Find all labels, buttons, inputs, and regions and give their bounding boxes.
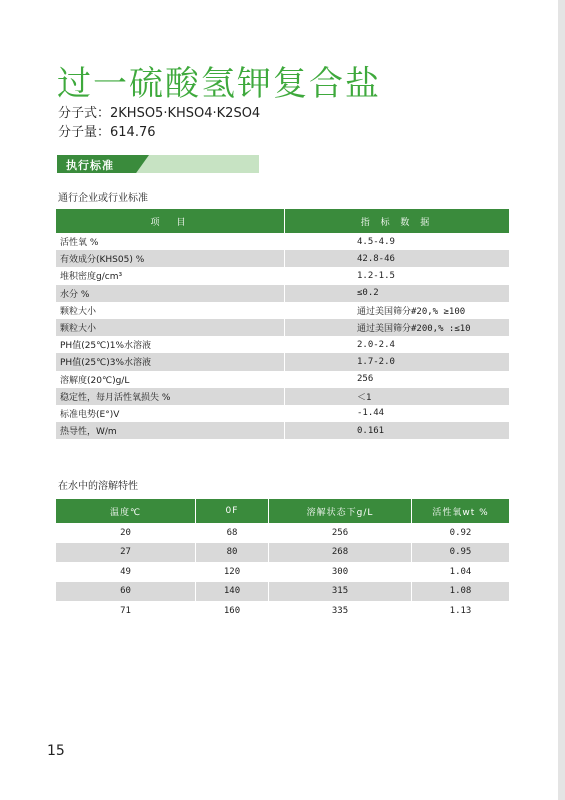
solubility-header-active-oxygen: 活性氧wt % [412, 499, 510, 523]
solubility-table-row [56, 582, 509, 602]
spec-table-row [56, 388, 509, 405]
solubility-table-row-cell: 68 [196, 523, 269, 543]
page-number: 15 [47, 743, 65, 759]
spec-table-row-cell: 颗粒大小 [56, 302, 285, 319]
spec-table-row-cell: 水分 % [56, 285, 285, 302]
solubility-table-row-cell: 49 [56, 562, 196, 582]
solubility-header-solubility: 溶解状态下g/L [269, 499, 412, 523]
molecular-weight: 分子量：614.76 [58, 125, 156, 140]
solubility-table-row-cell: 71 [56, 601, 196, 621]
spec-table-row-cell: 256 [285, 371, 510, 388]
spec-table-body [56, 233, 509, 439]
solubility-table-row [56, 601, 509, 621]
solubility-table-row-cell: 315 [269, 582, 412, 602]
spec-table-row-cell: 颗粒大小 [56, 319, 285, 336]
spec-table-row-cell: 通过美国筛分#200,% :≤10 [285, 319, 510, 336]
solubility-table-row-cell: 1.04 [412, 562, 510, 582]
page-edge-shadow [558, 0, 565, 800]
spec-table-row [56, 353, 509, 370]
spec-table-row-cell: 堆积密度g/cm³ [56, 267, 285, 284]
solubility-table-body [56, 523, 509, 621]
section-banner [57, 155, 259, 173]
solubility-table-row-cell: 300 [269, 562, 412, 582]
spec-table-row [56, 250, 509, 267]
spec-table-row-cell: PH值(25℃)3%水溶液 [56, 353, 285, 370]
solubility-table-row-cell: 20 [56, 523, 196, 543]
spec-table-row-cell: ＜1 [285, 388, 510, 405]
spec-table-row-cell: ≤0.2 [285, 285, 510, 302]
solubility-table-caption: 在水中的溶解特性 [58, 481, 138, 492]
page-title: 过一硫酸氢钾复合盐 [57, 64, 381, 104]
solubility-table-row-cell: 0.95 [412, 543, 510, 563]
spec-table-row-cell: 稳定性，每月活性氧损失 % [56, 388, 285, 405]
solubility-table-row [56, 543, 509, 563]
section-title: 执行标准 [66, 159, 114, 172]
spec-table-row-cell: 标准电势(E°)V [56, 405, 285, 422]
spec-table-caption: 通行企业或行业标准 [58, 193, 148, 204]
spec-table-row-cell: 通过美国筛分#20,% ≥100 [285, 302, 510, 319]
spec-table-row [56, 319, 509, 336]
spec-table-row [56, 405, 509, 422]
solubility-table-row-cell: 120 [196, 562, 269, 582]
solubility-table-row-cell: 256 [269, 523, 412, 543]
spec-table-row-cell: 0.161 [285, 422, 510, 439]
spec-table-row-cell: 1.2-1.5 [285, 267, 510, 284]
spec-table-row [56, 336, 509, 353]
spec-table-row-cell: -1.44 [285, 405, 510, 422]
solubility-table-row-cell: 1.08 [412, 582, 510, 602]
solubility-table-row [56, 523, 509, 543]
solubility-table-row-cell: 160 [196, 601, 269, 621]
solubility-table-row-cell: 140 [196, 582, 269, 602]
solubility-table-row-cell: 27 [56, 543, 196, 563]
spec-table-row-cell: 热导性，W/m [56, 422, 285, 439]
molecular-formula: 分子式：2KHSO5·KHSO4·K2SO4 [58, 106, 261, 121]
spec-table-row [56, 422, 509, 439]
spec-table-row-cell: PH值(25℃)1%水溶液 [56, 336, 285, 353]
spec-table-row [56, 371, 509, 388]
spec-table-row-cell: 2.0-2.4 [285, 336, 510, 353]
spec-table-row [56, 302, 509, 319]
solubility-table-row-cell: 1.13 [412, 601, 510, 621]
spec-table-row-cell: 活性氧 % [56, 233, 285, 250]
spec-table-row [56, 233, 509, 250]
spec-table-header-row [56, 209, 509, 233]
solubility-table-row-cell: 80 [196, 543, 269, 563]
solubility-table-row-cell: 335 [269, 601, 412, 621]
spec-table-row-cell: 溶解度(20℃)g/L [56, 371, 285, 388]
spec-table [56, 209, 509, 439]
spec-table-row [56, 285, 509, 302]
solubility-table-header-row [56, 499, 509, 523]
spec-table-row-cell: 1.7-2.0 [285, 353, 510, 370]
solubility-table-row-cell: 0.92 [412, 523, 510, 543]
spec-table-row-cell: 42.8-46 [285, 250, 510, 267]
solubility-header-temp-f: 0F [196, 499, 269, 523]
solubility-table-row-cell: 60 [56, 582, 196, 602]
solubility-table-row-cell: 268 [269, 543, 412, 563]
solubility-table [56, 499, 509, 621]
spec-header-item: 项 目 [56, 209, 285, 233]
spec-table-row-cell: 有效成分(KHS05) % [56, 250, 285, 267]
spec-table-row [56, 267, 509, 284]
spec-header-value: 指 标 数 据 [285, 209, 510, 233]
solubility-header-temp-c: 温度℃ [56, 499, 196, 523]
solubility-table-row [56, 562, 509, 582]
spec-table-row-cell: 4.5-4.9 [285, 233, 510, 250]
